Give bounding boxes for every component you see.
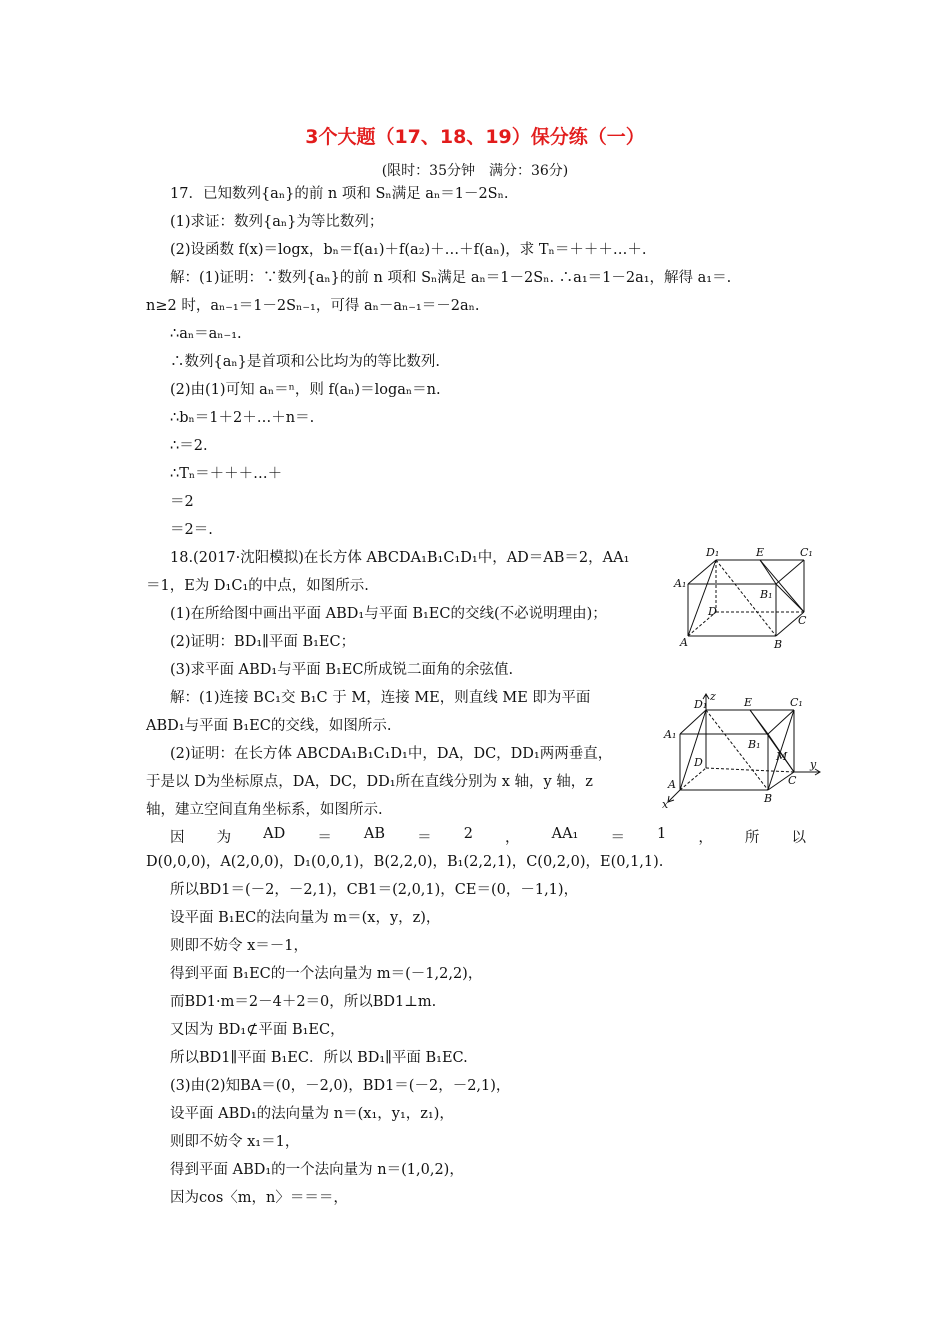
vectors-line-2: (3)由(2)知BA＝(0，－2,0)，BD1＝(－2，－2,1)， — [170, 1078, 511, 1094]
solution-17-line-1: 解：(1)证明：∵数列{aₙ}的前 n 项和 Sₙ满足 aₙ＝1－2Sₙ. ∴a₁＝1－2a₁，解得 a₁＝. — [170, 270, 732, 286]
cuboid-figure-1 — [672, 540, 822, 650]
label-C: C — [788, 774, 797, 787]
spread-word: AA₁ — [551, 826, 579, 842]
time-limit-note: (限时：35分钟 满分：36分) — [381, 163, 569, 179]
label-D1: D₁ — [694, 698, 708, 711]
normal-n-result: 得到平面 ABD₁的一个法向量为 n＝(1,0,2)， — [170, 1162, 464, 1178]
cuboid-figure-2 — [660, 690, 825, 810]
dot-product-m: 而BD1·m＝2－4＋2＝0，所以BD1⊥m. — [170, 994, 437, 1010]
spread-word: ＝ — [317, 830, 332, 846]
label-B1: B₁ — [748, 738, 761, 751]
justified-sentence — [170, 826, 806, 847]
label-B1: B₁ — [760, 588, 773, 601]
problem-17-part-1: (1)求证：数列{aₙ}为等比数列； — [170, 214, 384, 230]
point-coordinates: D(0,0,0)，A(2,0,0)，D₁(0,0,1)，B(2,2,0)，B₁(2,2,1)，C(0,2,0)，E(0,1,1). — [146, 854, 664, 870]
spread-word: ， — [505, 830, 520, 846]
label-M: M — [776, 750, 788, 763]
solution-17-line-2: n≥2 时，aₙ₋₁＝1－2Sₙ₋₁，可得 aₙ－aₙ₋₁＝－2aₙ. — [146, 298, 480, 314]
normal-m-result: 得到平面 B₁EC的一个法向量为 m＝(－1,2,2)， — [170, 966, 483, 982]
not-in-plane-line: 又因为 BD₁⊄平面 B₁EC， — [170, 1022, 345, 1038]
vectors-line-1: 所以BD1＝(－2，－2,1)，CB1＝(2,0,1)，CE＝(0，－1,1)， — [170, 882, 579, 898]
spread-word: 为 — [216, 830, 232, 846]
problem-18-stem-2: ＝1，E为 D₁C₁的中点，如图所示. — [146, 578, 369, 594]
problem-18-stem-1: 18.(2017·沈阳模拟)在长方体 ABCDA₁B₁C₁D₁中，AD＝AB＝2，AA₁ — [170, 550, 630, 566]
solution-18-part-2-b: 于是以 D为坐标原点，DA，DC，DD₁所在直线分别为 x 轴，y 轴，z — [146, 774, 593, 790]
solution-18-part-2-c: 轴，建立空间直角坐标系，如图所示. — [146, 802, 383, 818]
spread-word: ＝ — [610, 830, 625, 846]
solution-17-line-5: (2)由(1)可知 aₙ＝ⁿ，则 f(aₙ)＝logaₙ＝n. — [170, 382, 441, 398]
parallel-conclusion: 所以BD1∥平面 B₁EC．所以 BD₁∥平面 B₁EC. — [170, 1050, 468, 1066]
spread-word: 以 — [791, 830, 806, 846]
label-A: A — [668, 778, 676, 791]
spread-word: 因 — [170, 830, 185, 846]
label-C: C — [798, 614, 807, 627]
label-E: E — [756, 546, 765, 559]
solution-17-line-8: ∴Tₙ＝＋＋＋…＋ — [170, 466, 283, 482]
spread-word: 1 — [657, 826, 667, 842]
label-E: E — [744, 696, 753, 709]
spread-word: ＝ — [417, 830, 432, 846]
label-A1: A₁ — [674, 577, 687, 590]
spread-word: AD — [263, 826, 286, 842]
label-A1: A₁ — [664, 728, 677, 741]
solution-18-part-1-a: 解：(1)连接 BC₁交 B₁C 于 M，连接 ME，则直线 ME 即为平面 — [170, 690, 591, 706]
problem-17-part-2: (2)设函数 f(x)＝logx，bₙ＝f(a₁)＋f(a₂)＋…＋f(aₙ)，求 Tₙ＝＋＋＋…＋. — [170, 242, 647, 258]
spread-word: 所 — [744, 830, 760, 846]
solution-18-part-2-a: (2)证明：在长方体 ABCDA₁B₁C₁D₁中，DA，DC，DD₁两两垂直， — [170, 746, 613, 762]
label-A: A — [680, 636, 688, 649]
spread-word: 2 — [463, 826, 473, 842]
label-D: D — [694, 756, 703, 769]
label-x: x — [662, 798, 669, 810]
label-y: y — [810, 758, 817, 771]
problem-17-stem: 17．已知数列{aₙ}的前 n 项和 Sₙ满足 aₙ＝1－2Sₙ. — [170, 186, 509, 202]
let-x1-line: 则即不妨令 x₁＝1， — [170, 1134, 300, 1150]
label-B: B — [764, 792, 773, 805]
label-B: B — [774, 638, 783, 650]
problem-18-part-1: (1)在所给图中画出平面 ABD₁与平面 B₁EC的交线(不必说明理由)； — [170, 606, 607, 622]
solution-17-line-10: ＝2＝. — [170, 522, 213, 538]
solution-18-part-1-b: ABD₁与平面 B₁EC的交线，如图所示. — [146, 718, 392, 734]
label-C1: C₁ — [790, 696, 803, 709]
normal-m-definition: 设平面 B₁EC的法向量为 m＝(x，y，z)， — [170, 910, 441, 926]
solution-17-line-3: ∴aₙ＝aₙ₋₁. — [170, 326, 242, 342]
cosine-line: 因为cos〈m，n〉＝＝＝， — [170, 1190, 348, 1206]
label-C1: C₁ — [800, 546, 813, 559]
problem-18-part-3: (3)求平面 ABD₁与平面 B₁EC所成锐二面角的余弦值. — [170, 662, 514, 678]
solution-17-line-9: ＝2 — [170, 494, 194, 510]
label-z: z — [710, 690, 716, 703]
normal-n-definition: 设平面 ABD₁的法向量为 n＝(x₁，y₁，z₁)， — [170, 1106, 454, 1122]
spread-word: ， — [698, 830, 713, 846]
solution-17-line-4: ∴数列{aₙ}是首项和公比均为的等比数列. — [170, 354, 440, 370]
spread-word: AB — [363, 826, 386, 842]
solution-17-line-6: ∴bₙ＝1＋2＋…＋n＝. — [170, 410, 315, 426]
problem-18-part-2: (2)证明：BD₁∥平面 B₁EC； — [170, 634, 356, 650]
solution-17-line-7: ∴＝2. — [170, 438, 208, 454]
label-D: D — [708, 605, 717, 618]
page-title: 3个大题（17、18、19）保分练（一） — [305, 126, 645, 148]
label-D1: D₁ — [706, 546, 720, 559]
let-x-line: 则即不妨令 x＝－1， — [170, 938, 309, 954]
